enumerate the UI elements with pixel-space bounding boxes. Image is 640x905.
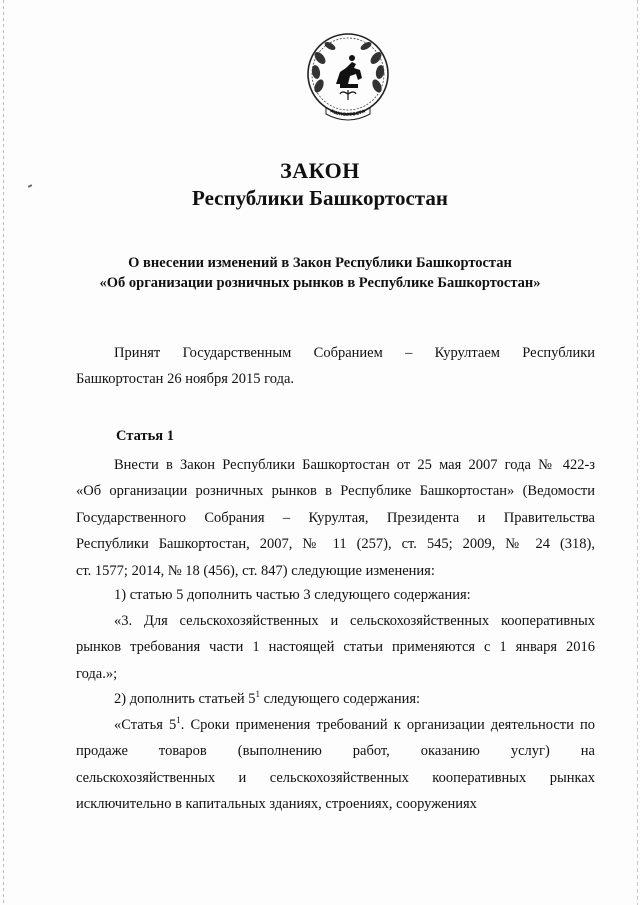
adoption-line1: Принят Государственным Собранием – Курултаем Республики — [114, 345, 596, 361]
amendment-quote-2 — [76, 712, 595, 818]
law-name-line1: О внесении изменений в Закон Республики Башкортостан — [128, 255, 512, 271]
scan-edge-right — [637, 0, 638, 905]
quote-line: «3. Для сельскохозяйственных и сельскохозяйственных кооперативных — [114, 613, 595, 629]
emblem-ribbon-text: АШКОРТОСТА — [329, 109, 367, 119]
quote-line: года.»; — [76, 665, 118, 682]
article-heading: Статья 1 — [116, 428, 174, 444]
scan-edge-left — [3, 0, 4, 905]
coat-of-arms-icon — [300, 28, 396, 124]
quote-line: продаже товаров (выполнению работ, оказанию услуг) на — [76, 743, 595, 760]
body-line: Республики Башкортостан, 2007, № 11 (257), ст. 545; 2009, № 24 (318), — [76, 536, 595, 553]
adoption-paragraph — [76, 340, 595, 393]
body-line: Внести в Закон Республики Башкортостан от 25 мая 2007 года № 422-з — [114, 457, 595, 473]
adoption-line2: Башкортостан 26 ноября 2015 года. — [76, 371, 295, 388]
amendment-quote-1 — [76, 608, 595, 687]
law-name-line2: «Об организации розничных рынков в Республике Башкортостан» — [99, 275, 541, 291]
quote-line: сельскохозяйственных и сельскохозяйственных кооперативных рынках — [76, 769, 595, 786]
body-line: ст. 1577; 2014, № 18 (456), ст. 847) следующие изменения: — [76, 562, 435, 579]
amendment-item-2: 2) дополнить статьей $5^1$ следующего содержания: — [114, 689, 421, 707]
document-title: ЗАКОН — [280, 158, 360, 183]
quote-line: исключительно в капитальных зданиях, строениях, сооружениях — [76, 796, 477, 813]
body-line: «Об организации розничных рынков в Республике Башкортостан» (Ведомости — [76, 483, 595, 500]
body-line: Государственного Собрания – Курултая, Президента и Правительства — [76, 509, 595, 526]
article-body — [76, 452, 595, 584]
document-subtitle: Республики Башкортостан — [192, 186, 448, 210]
quote-line: рынков требования части 1 настоящей статьи применяются с 1 января 2016 — [76, 639, 595, 656]
quote-line: «Статья $5^1$. Сроки применения требований к организации деятельности по — [114, 715, 595, 733]
amendment-item-1: 1) статью 5 дополнить частью 3 следующего содержания: — [114, 587, 471, 603]
